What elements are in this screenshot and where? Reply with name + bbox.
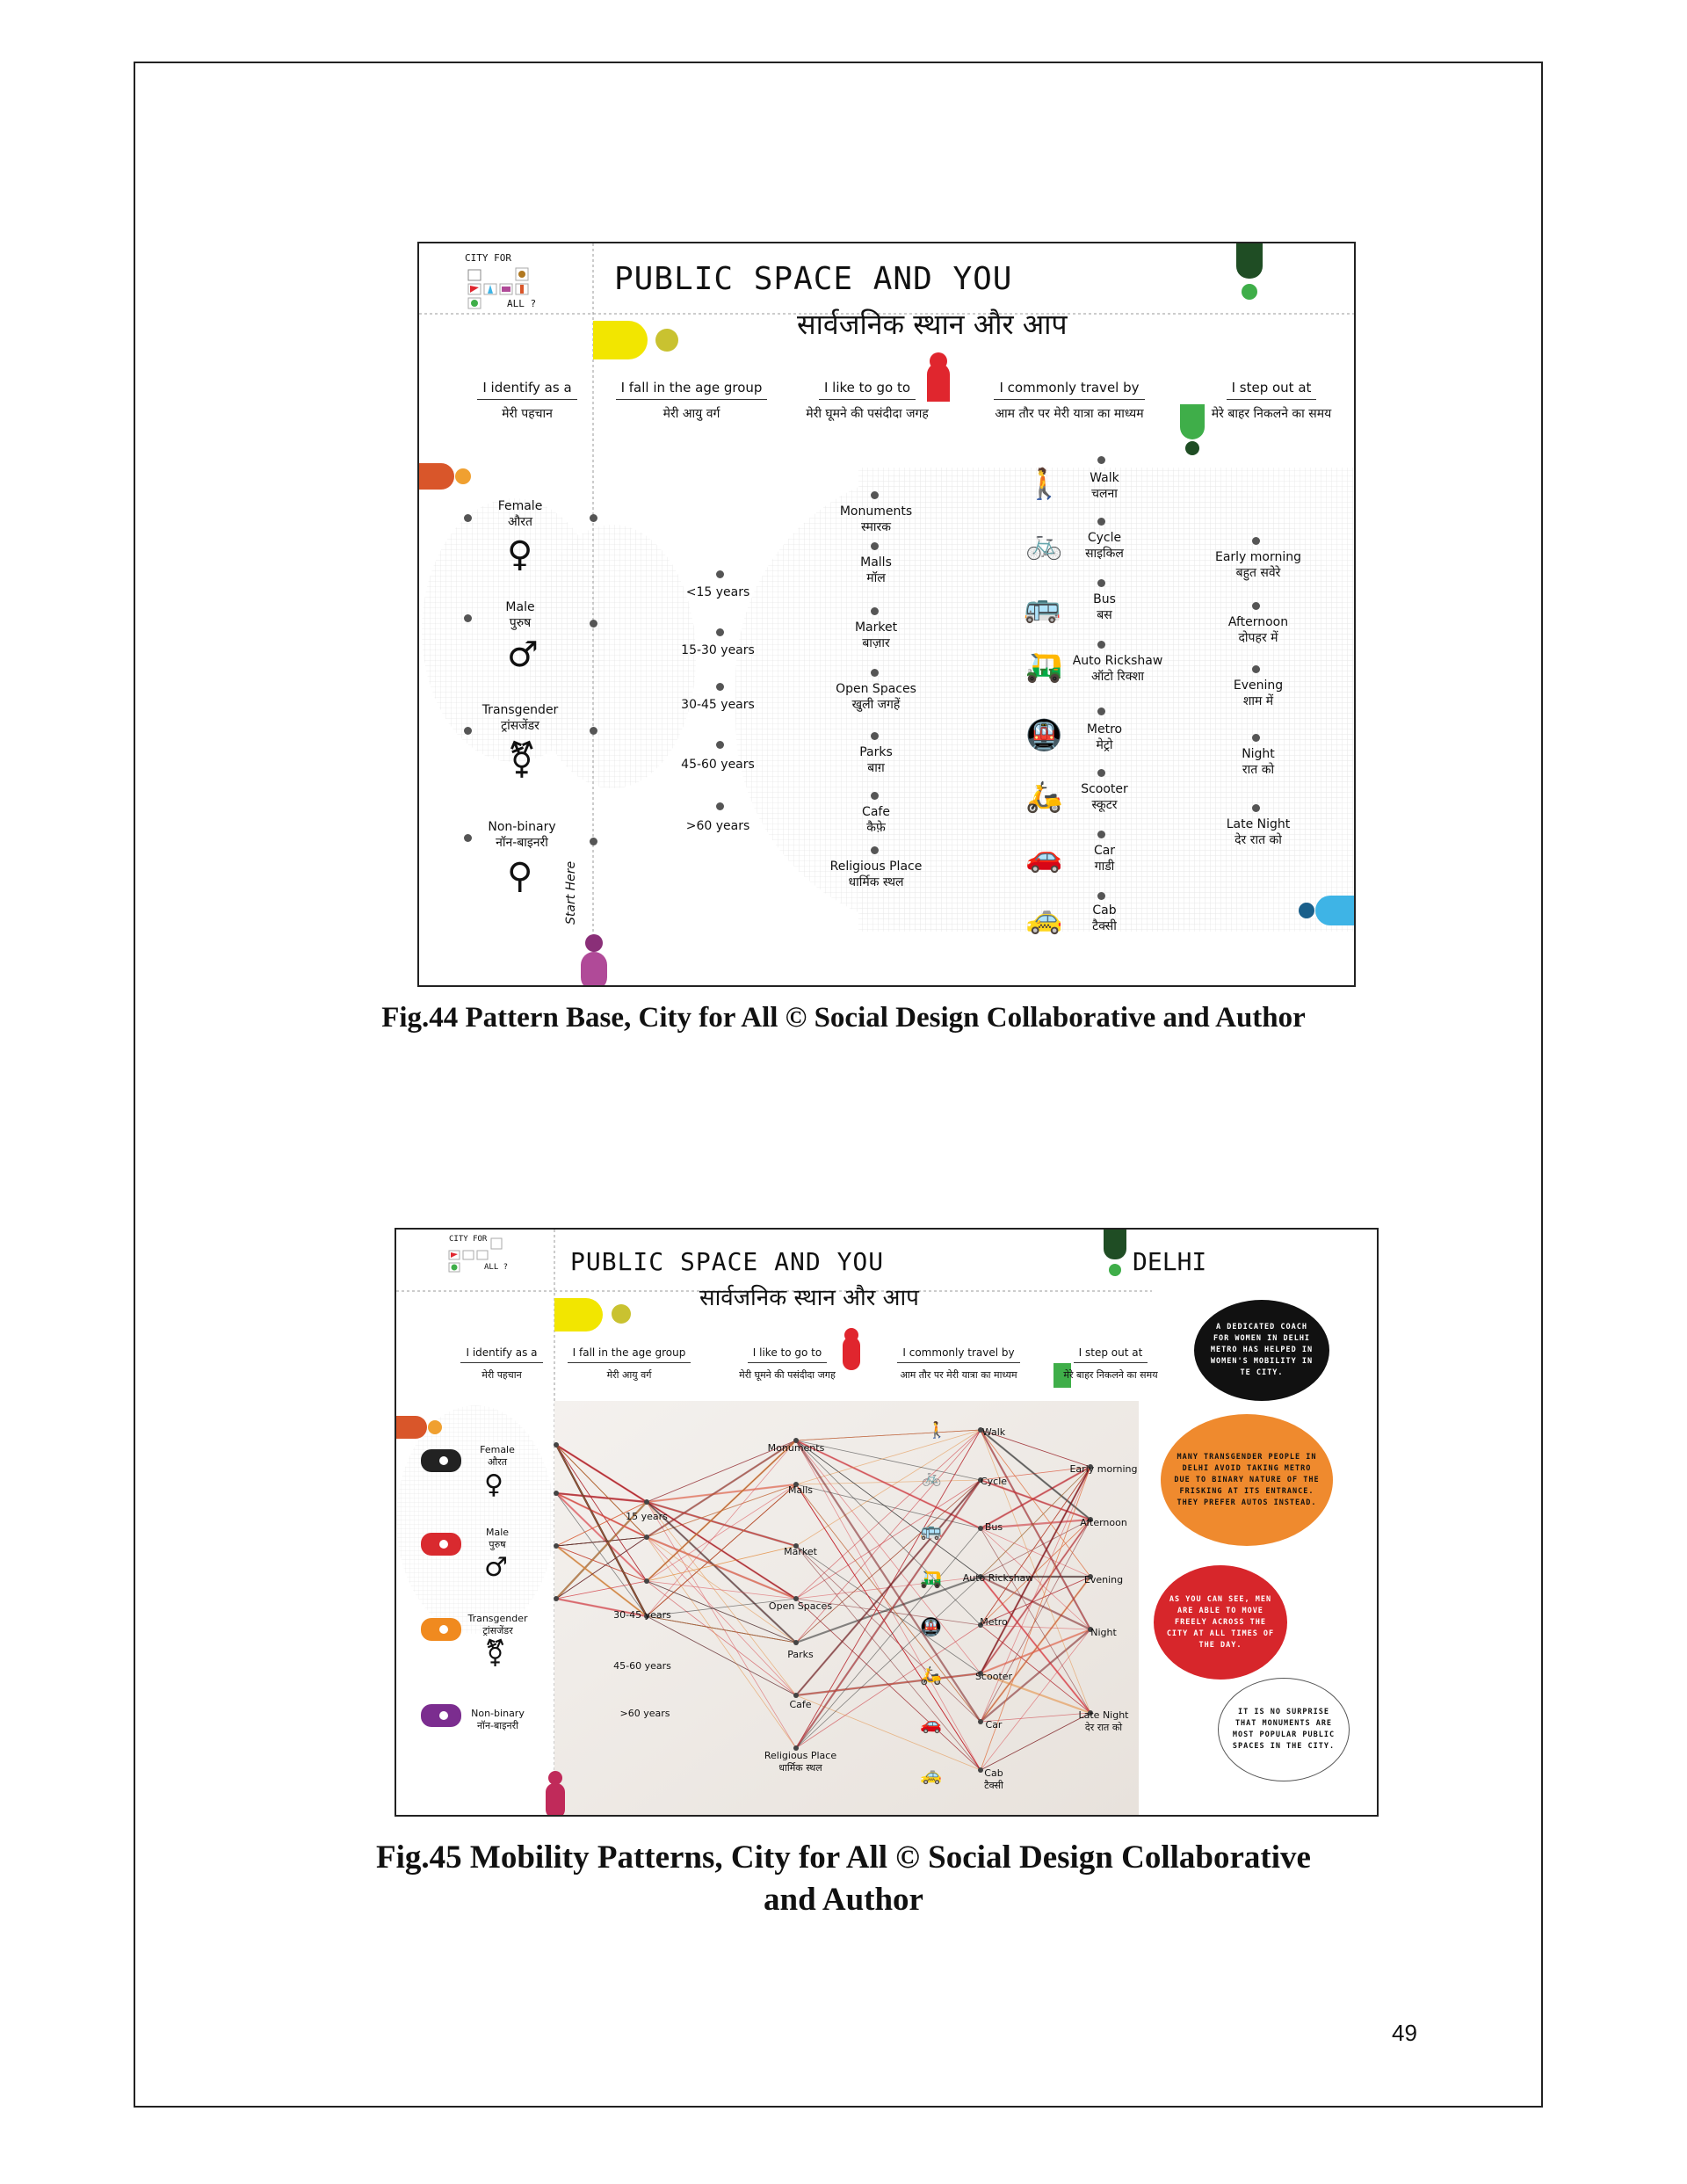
f2-place-cafe: Cafe [789,1699,812,1710]
f2-time-early-morning: Early morning [1069,1463,1138,1475]
f2-auto-rickshaw-icon: 🛺 [920,1568,942,1589]
f2-travel-auto-rickshaw: Auto Rickshaw [962,1572,1034,1584]
place-cafe: Cafe कैफ़े [862,805,890,835]
bubble-metro-coach: A DEDICATED COACH FOR WOMEN IN DELHI METRO HAS HELPED IN WOMEN'S MOBILITY IN TE CITY. [1194,1300,1329,1401]
travel-bus: Bus बस [1093,592,1116,622]
cycle-icon: 🚲 [1025,526,1063,562]
magenta-tag [581,952,607,987]
travel-cab: Cab टैक्सी [1092,903,1117,933]
f2-identity-transgender: Transgender ट्रांसजेंडर [467,1613,528,1636]
f2-female-symbol-icon: ♀ [484,1469,503,1500]
f2-travel-metro: Metro [980,1616,1008,1628]
f2-header-identity: I identify as a मेरी पहचान [449,1346,554,1382]
logo-text-top: CITY FOR [465,252,511,264]
age-45-60: 45-60 years [681,758,755,772]
thread-pin [793,1640,799,1645]
walk-icon: 🚶 [1025,467,1063,502]
transgender-symbol-icon: ⚧ [507,740,537,780]
auto-rickshaw-icon: 🛺 [1025,649,1063,685]
age-30-45: 30-45 years [681,698,755,712]
page-number: 49 [1392,2020,1417,2046]
f2-age-over-60: >60 years [619,1708,670,1719]
f2-place-monuments: Monuments [767,1442,825,1454]
age-15-30: 15-30 years [681,643,755,657]
header-travel: I commonly travel by आम तौर पर मेरी यात्रा का माध्यम [995,380,1144,421]
bubble-transgender-metro: MANY TRANSGENDER PEOPLE IN DELHI AVOID TAKING METRO DUE TO BINARY NATURE OF THE FRISKING AT ITS ENTRANCE. THEY PREFER AUTOS INSTEAD. [1161,1414,1333,1546]
f2-travel-cab: Cab टैक्सी [984,1767,1003,1791]
f2-place-open-spaces: Open Spaces [768,1600,833,1612]
f2-place-market: Market [784,1546,817,1557]
bus-icon: 🚌 [1024,590,1061,625]
f2-walk-icon: 🚶 [927,1421,947,1440]
thread-pin [644,1499,649,1505]
figure2-title-en: PUBLIC SPACE AND YOU [570,1247,885,1276]
time-late-night: Late Night देर रात को [1226,817,1291,847]
f2-time-late-night: Late Night देर रात को [1078,1709,1129,1733]
travel-walk: Walk चलना [1090,471,1119,501]
nonbinary-symbol-icon: ⚲ [507,856,533,896]
f2-place-religious: Religious Place धार्मिक स्थल [764,1750,837,1774]
caption-fig44: Fig.44 Pattern Base, City for All © Social Design Collaborative and Author [381,1002,1306,1034]
male-symbol-icon: ♂ [507,635,539,675]
travel-metro: Metro मेट्रो [1086,722,1123,752]
scooter-icon: 🛵 [1025,780,1063,815]
logo2-text-bottom: ALL ? [484,1263,509,1272]
logo-text-bottom: ALL ? [507,298,537,309]
logo2-text-top: CITY FOR [449,1235,488,1244]
f2-place-malls: Malls [787,1484,814,1496]
travel-car: Car गाडी [1093,844,1116,874]
cab-icon: 🚕 [1025,901,1063,936]
figure2-title-hi: सार्वजनिक स्थान और आप [699,1285,919,1311]
f2-age-15: 15 years [626,1511,668,1522]
f2-time-afternoon: Afternoon [1080,1517,1127,1528]
f2-metro-icon: 🚇 [920,1616,942,1637]
city-name: DELHI [1133,1247,1207,1276]
f2-time-evening: Evening [1083,1574,1124,1585]
thread-pin [554,1491,559,1496]
thread-pin [554,1543,559,1549]
f2-identity-nonbinary: Non-binary नॉन-बाइनरी [471,1708,525,1731]
f2-travel-scooter: Scooter [974,1671,1013,1682]
place-open-spaces: Open Spaces खुली जगहें [836,682,916,712]
figure1-title-en: PUBLIC SPACE AND YOU [614,261,1013,297]
bubble-men-mobility: AS YOU CAN SEE, MEN ARE ABLE TO MOVE FREELY ACROSS THE CITY AT ALL TIMES OF THE DAY. [1154,1565,1287,1680]
thread-pin [644,1535,649,1540]
f2-cab-icon: 🚕 [920,1764,942,1785]
identity-nonbinary: Non-binary नॉन-बाइनरी [488,820,556,850]
f2-male-symbol-icon: ♂ [484,1552,508,1583]
bubble-monuments: IT IS NO SURPRISE THAT MONUMENTS ARE MOST POPULAR PUBLIC SPACES IN THE CITY. [1218,1678,1350,1781]
f2-identity-female: Female औरत [480,1444,515,1468]
place-malls: Malls मॉल [860,555,892,585]
figure-mobility-patterns [395,1228,1379,1817]
f2-place-parks: Parks [787,1649,814,1660]
thread-pin [644,1578,649,1584]
travel-scooter: Scooter स्कूटर [1081,782,1128,812]
f2-header-places: I like to go to मेरी घूमने की पसंदीदा जगह [739,1346,836,1381]
f2-transgender-symbol-icon: ⚧ [484,1638,507,1669]
start-here-label: Start Here [564,860,578,925]
thread-pin [554,1596,559,1601]
f2-identity-male: Male पुरुष [485,1527,510,1550]
f2-header-time: I step out at मेरे बाहर निकलने का समय [1063,1346,1158,1381]
f2-time-night: Night [1090,1627,1117,1638]
f2-travel-cycle: Cycle [980,1476,1008,1487]
age-under-15: <15 years [685,585,750,599]
f2-scooter-icon: 🛵 [920,1665,942,1686]
time-afternoon: Afternoon दोपहर में [1227,615,1289,645]
identity-transgender: Transgender ट्रांसजेंडर [481,703,559,733]
f2-age-30-45: 30-45 years [613,1609,671,1621]
place-market: Market बाज़ार [854,620,898,650]
identity-male: Male पुरुष [505,600,535,630]
female-symbol-icon: ♀ [507,534,533,575]
caption-fig45: Fig.45 Mobility Patterns, City for All © Social Design Collaborative and Author [376,1839,1311,1918]
travel-cycle: Cycle साइकिल [1085,531,1124,561]
thread-pin [554,1442,559,1448]
travel-auto-rickshaw: Auto Rickshaw ऑटो रिक्शा [1072,654,1163,684]
f2-header-travel: I commonly travel by आम तौर पर मेरी यात्रा का माध्यम [875,1346,1042,1382]
time-night: Night रात को [1242,747,1275,777]
car-icon: 🚗 [1025,839,1063,874]
place-monuments: Monuments स्मारक [839,504,913,534]
f2-travel-walk: Walk [981,1426,1006,1438]
header-identity: I identify as a मेरी पहचान [461,380,593,422]
place-parks: Parks बाग़ [859,745,893,775]
f2-bus-icon: 🚌 [920,1520,942,1541]
header-age: I fall in the age group मेरी आयु वर्ग [604,380,779,422]
place-religious: Religious Place धार्मिक स्थल [829,860,923,889]
f2-travel-car: Car [985,1719,1003,1731]
figure1-title-hi: सार्वजनिक स्थान और आप [797,308,1068,341]
time-evening: Evening शाम में [1233,678,1284,708]
time-early-morning: Early morning बहुत सवेरे [1214,550,1302,580]
metro-icon: 🚇 [1025,718,1063,753]
f2-header-age: I fall in the age group मेरी आयु वर्ग [563,1346,695,1382]
header-time: I step out at मेरे बाहर निकलने का समय [1211,380,1332,421]
f2-travel-bus: Bus [984,1521,1003,1533]
identity-female: Female औरत [497,499,543,529]
figure-pattern-base [417,242,1356,987]
age-over-60: >60 years [685,819,750,833]
header-places: I like to go to मेरी घूमने की पसंदीदा जगह [806,380,929,421]
f2-age-45-60: 45-60 years [613,1660,671,1672]
f2-car-icon: 🚗 [920,1713,942,1734]
f2-cycle-icon: 🚲 [922,1469,942,1487]
